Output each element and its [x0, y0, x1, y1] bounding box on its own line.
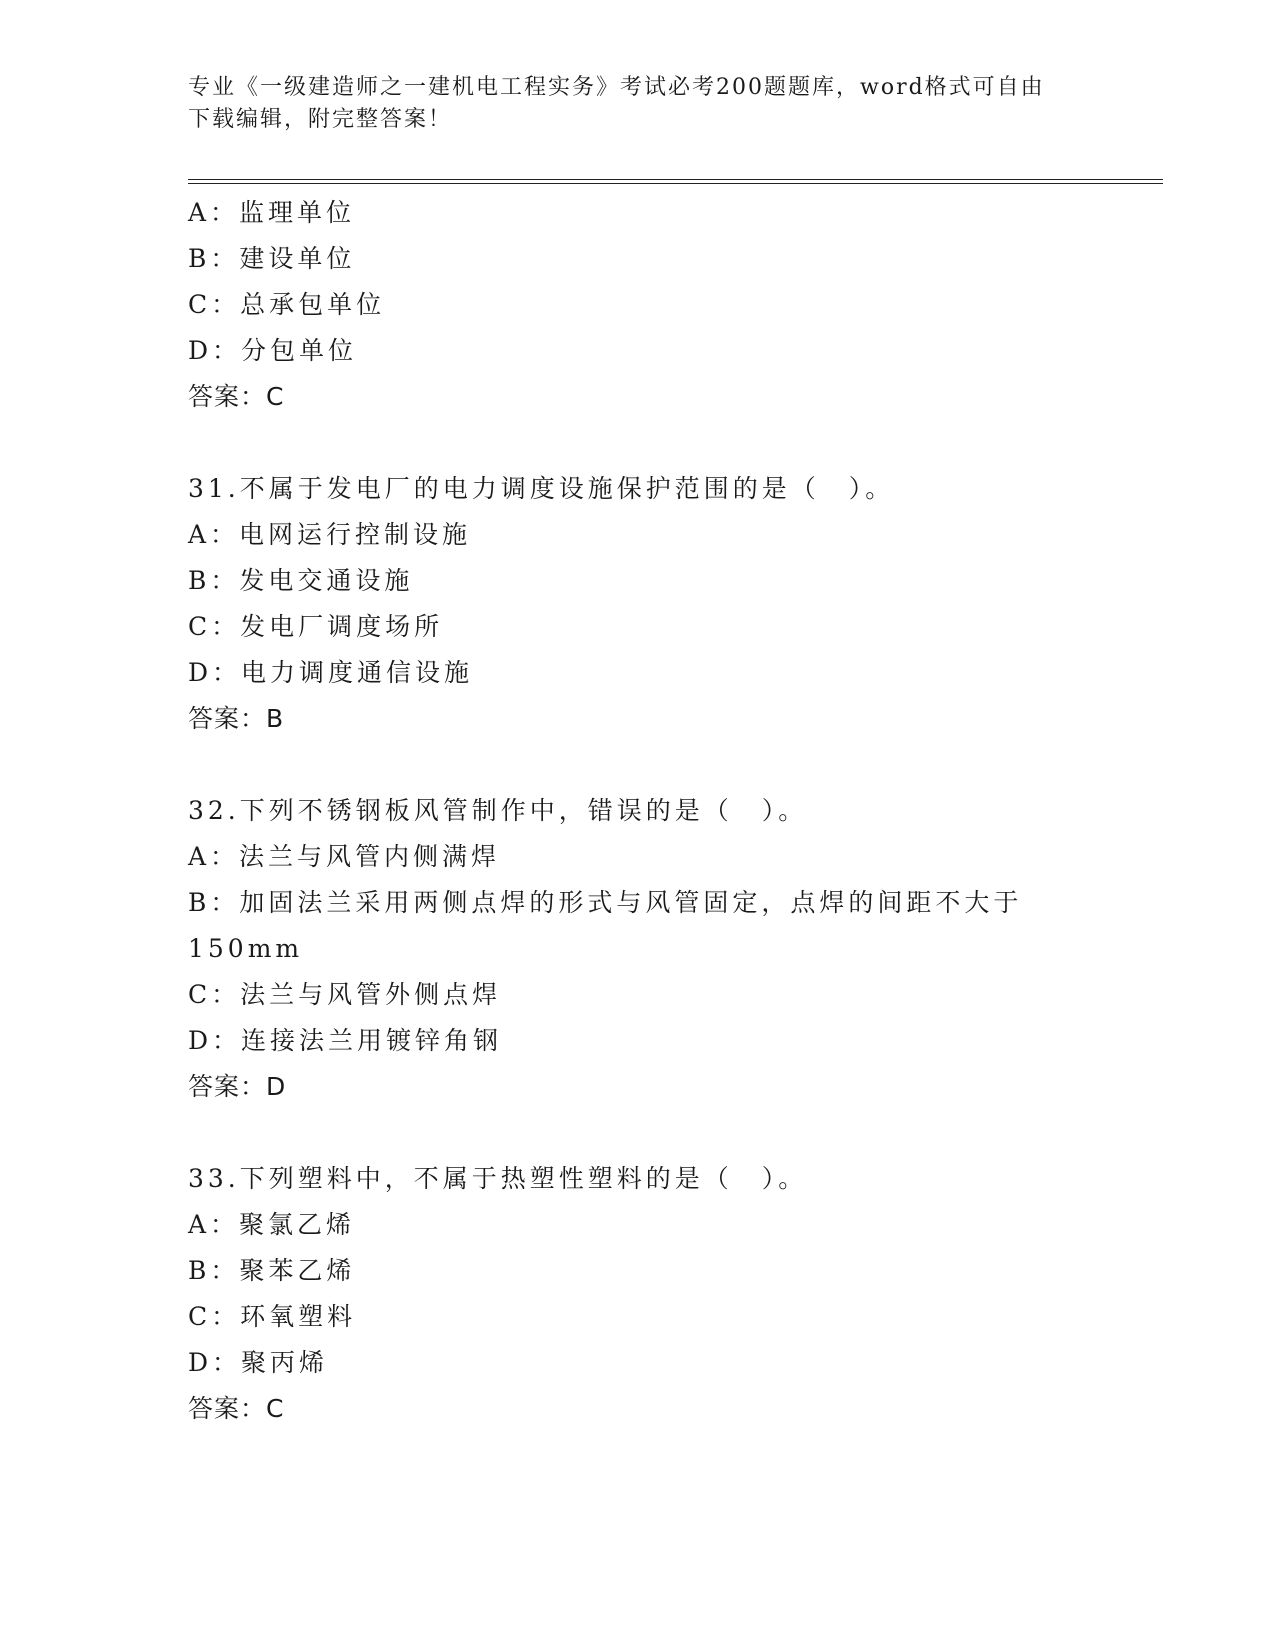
answer-line: 答案：C — [188, 382, 285, 411]
answer-line: 答案：C — [188, 1394, 285, 1423]
spacer — [188, 1110, 1168, 1156]
option-a: A：聚氯乙烯 — [188, 1210, 356, 1239]
option-c: C：法兰与风管外侧点焊 — [188, 980, 502, 1009]
option-d: D：电力调度通信设施 — [188, 658, 474, 687]
option-b: B：加固法兰采用两侧点焊的形式与风管固定，点焊的间距不大于 — [188, 888, 1023, 917]
option-b: B：聚苯乙烯 — [188, 1256, 356, 1285]
option-d: D：聚丙烯 — [188, 1348, 329, 1377]
spacer — [188, 742, 1168, 788]
option-c: C：环氧塑料 — [188, 1302, 357, 1331]
option-a: A：法兰与风管内侧满焊 — [188, 842, 501, 871]
option-b: B：发电交通设施 — [188, 566, 414, 595]
question-list — [188, 190, 1168, 1432]
document-header — [188, 72, 1088, 136]
option-c: C：总承包单位 — [188, 290, 386, 319]
question-block-30 — [188, 190, 1168, 420]
question-text: 32.下列不锈钢板风管制作中，错误的是（ ）。 — [188, 796, 808, 825]
question-block-31 — [188, 466, 1168, 742]
header-line-1: 专业《一级建造师之一建机电工程实务》考试必考200题题库，word格式可自由 — [188, 75, 1045, 100]
question-block-32 — [188, 788, 1168, 1110]
header-line-2: 下载编辑，附完整答案！ — [188, 107, 453, 132]
option-d: D：分包单位 — [188, 336, 358, 365]
option-d: D：连接法兰用镀锌角钢 — [188, 1026, 503, 1055]
question-text: 33.下列塑料中，不属于热塑性塑料的是（ ）。 — [188, 1164, 808, 1193]
header-divider — [188, 179, 1163, 184]
question-text: 31.不属于发电厂的电力调度设施保护范围的是（ ）。 — [188, 474, 895, 503]
question-block-33 — [188, 1156, 1168, 1432]
option-b: B：建设单位 — [188, 244, 356, 273]
option-c: C：发电厂调度场所 — [188, 612, 444, 641]
spacer — [188, 420, 1168, 466]
option-b-continued: 150mm — [188, 934, 304, 963]
answer-line: 答案：D — [188, 1072, 287, 1101]
option-a: A：监理单位 — [188, 198, 356, 227]
option-a: A：电网运行控制设施 — [188, 520, 472, 549]
answer-line: 答案：B — [188, 704, 285, 733]
